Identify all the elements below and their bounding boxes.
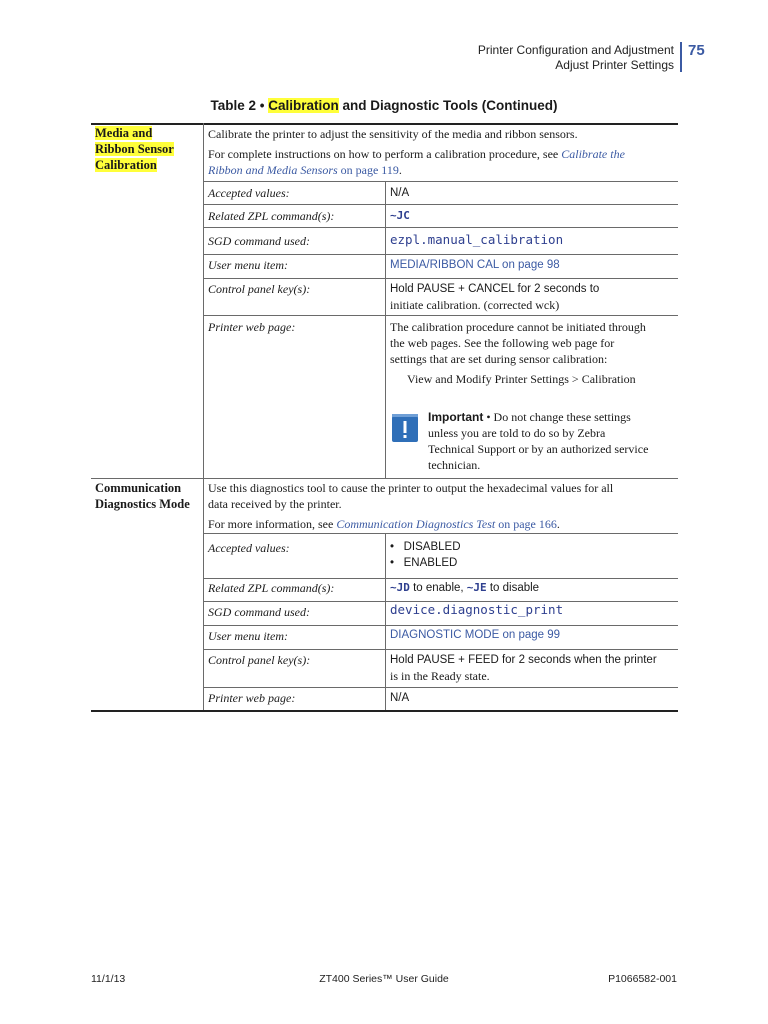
web-page-line: The calibration procedure cannot be initiated through xyxy=(390,320,646,334)
control-panel-value xyxy=(390,280,599,313)
control-panel-label: Control panel key(s): xyxy=(208,653,311,667)
important-heading: Important xyxy=(428,410,484,424)
row-rule xyxy=(203,204,678,205)
zpl-commands-label: Related ZPL command(s): xyxy=(208,209,335,223)
footer-date: 11/1/13 xyxy=(91,973,126,985)
section-name-line: Media and xyxy=(95,126,153,140)
description-text: Use this diagnostics tool to cause the printer to output the hexadecimal values for all xyxy=(208,481,614,495)
accepted-values-list xyxy=(390,539,461,571)
web-page-path: View and Modify Printer Settings > Calibration xyxy=(407,372,636,386)
row-rule xyxy=(203,533,678,534)
important-text: technician. xyxy=(428,458,481,472)
page-reference-link[interactable]: on page 166 xyxy=(495,517,557,531)
section-description xyxy=(208,162,402,178)
page-reference-link[interactable]: on page 119 xyxy=(337,163,399,177)
web-page-line: the web pages. See the following web page for xyxy=(390,336,615,350)
description-period: . xyxy=(556,517,560,531)
menu-page-ref: on page 99 xyxy=(499,629,561,641)
table-title-highlight: Calibration xyxy=(268,98,339,113)
section-name-line: Ribbon Sensor xyxy=(95,142,174,156)
description-text: For complete instructions on how to perform a calibration procedure, see xyxy=(208,147,562,161)
row-rule xyxy=(203,254,678,255)
sgd-command-link[interactable]: ezpl.manual_calibration xyxy=(390,232,564,247)
section-rule xyxy=(91,478,678,479)
section-description xyxy=(208,146,625,162)
table-bottom-rule xyxy=(91,710,678,712)
user-menu-link[interactable] xyxy=(390,627,560,643)
section-description xyxy=(208,516,560,532)
description-text: For more information, see xyxy=(208,517,337,531)
footer-title: ZT400 Series™ User Guide xyxy=(319,973,449,985)
menu-page-ref: on page 98 xyxy=(498,259,560,271)
section-name-calibration xyxy=(95,125,174,173)
row-rule xyxy=(203,687,678,688)
control-panel-line: is in the Ready state. xyxy=(390,669,490,683)
table-top-rule xyxy=(91,123,678,125)
bullet-text: ENABLED xyxy=(403,557,458,569)
column-divider xyxy=(203,123,204,712)
zpl-text: to enable, xyxy=(409,582,467,594)
table-title xyxy=(0,98,768,113)
table-title-suffix: and Diagnostic Tools (Continued) xyxy=(338,98,558,113)
row-rule xyxy=(203,625,678,626)
section-title: Adjust Printer Settings xyxy=(555,58,674,72)
row-rule xyxy=(203,315,678,316)
control-panel-line: Hold PAUSE + CANCEL for 2 seconds to xyxy=(390,283,600,295)
running-header xyxy=(478,43,674,73)
description-period: . xyxy=(398,163,402,177)
calibrate-sensors-link[interactable]: Ribbon and Media Sensors xyxy=(208,163,338,177)
accepted-values-label: Accepted values: xyxy=(208,541,290,555)
important-text: • Do not change these settings xyxy=(483,410,631,424)
sgd-command-label: SGD command used: xyxy=(208,234,310,248)
bullet-text: DISABLED xyxy=(403,541,461,553)
section-name-line: Diagnostics Mode xyxy=(95,497,190,511)
sgd-command-link[interactable]: device.diagnostic_print xyxy=(390,602,564,617)
section-description xyxy=(208,480,613,512)
printer-web-page-value xyxy=(390,319,646,367)
header-divider xyxy=(680,42,682,72)
user-menu-link[interactable] xyxy=(390,257,560,273)
accepted-values-value: N/A xyxy=(390,187,410,199)
web-page-line: settings that are set during sensor calibration: xyxy=(390,352,608,366)
printer-web-page-label: Printer web page: xyxy=(208,691,296,705)
control-panel-label: Control panel key(s): xyxy=(208,282,311,296)
row-rule xyxy=(203,649,678,650)
inner-column-divider xyxy=(385,181,386,478)
menu-item-name: DIAGNOSTIC MODE xyxy=(390,629,500,641)
zpl-command-link[interactable]: ~JC xyxy=(390,209,410,222)
menu-item-name: MEDIA/RIBBON CAL xyxy=(390,259,499,271)
bullet-item: • DISABLED xyxy=(390,541,461,553)
important-text: Technical Support or by an authorized service xyxy=(428,442,649,456)
section-name-line: Calibration xyxy=(95,158,157,172)
description-text: data received by the printer. xyxy=(208,497,342,511)
zpl-command-link[interactable]: ~JE xyxy=(466,581,487,594)
printer-web-page-value: N/A xyxy=(390,692,410,704)
accepted-values-label: Accepted values: xyxy=(208,186,290,200)
user-menu-label: User menu item: xyxy=(208,629,288,643)
section-name-line: Communication xyxy=(95,481,182,495)
page-number: 75 xyxy=(688,42,705,59)
control-panel-line: initiate calibration. (corrected wck) xyxy=(390,298,560,312)
table-title-prefix: Table 2 • xyxy=(210,98,269,113)
control-panel-value xyxy=(390,651,657,684)
zpl-command-link[interactable]: ~JD xyxy=(390,581,410,594)
page-footer xyxy=(0,973,768,987)
diagnostics-test-link[interactable]: Communication Diagnostics Test xyxy=(336,517,496,531)
bullet-item: • ENABLED xyxy=(390,557,458,569)
row-rule xyxy=(203,181,678,182)
control-panel-line: Hold PAUSE + FEED for 2 seconds when the printer xyxy=(390,654,657,666)
inner-column-divider xyxy=(385,533,386,710)
important-text: unless you are told to do so by Zebra xyxy=(428,426,606,440)
sgd-command-label: SGD command used: xyxy=(208,605,310,619)
printer-web-page-label: Printer web page: xyxy=(208,320,296,334)
user-menu-label: User menu item: xyxy=(208,258,288,272)
calibrate-sensors-link[interactable]: Calibrate the xyxy=(561,147,625,161)
chapter-title: Printer Configuration and Adjustment xyxy=(477,43,674,57)
important-icon xyxy=(391,413,419,443)
zpl-commands-value xyxy=(390,579,539,596)
zpl-commands-label: Related ZPL command(s): xyxy=(208,581,335,595)
section-description: Calibrate the printer to adjust the sensitivity of the media and ribbon sensors. xyxy=(208,127,578,141)
row-rule xyxy=(203,278,678,279)
important-note xyxy=(428,409,648,473)
zpl-text: to disable xyxy=(486,582,540,594)
footer-part-number: P1066582-001 xyxy=(608,973,677,985)
row-rule xyxy=(203,227,678,228)
section-name-diagnostics xyxy=(95,480,190,512)
